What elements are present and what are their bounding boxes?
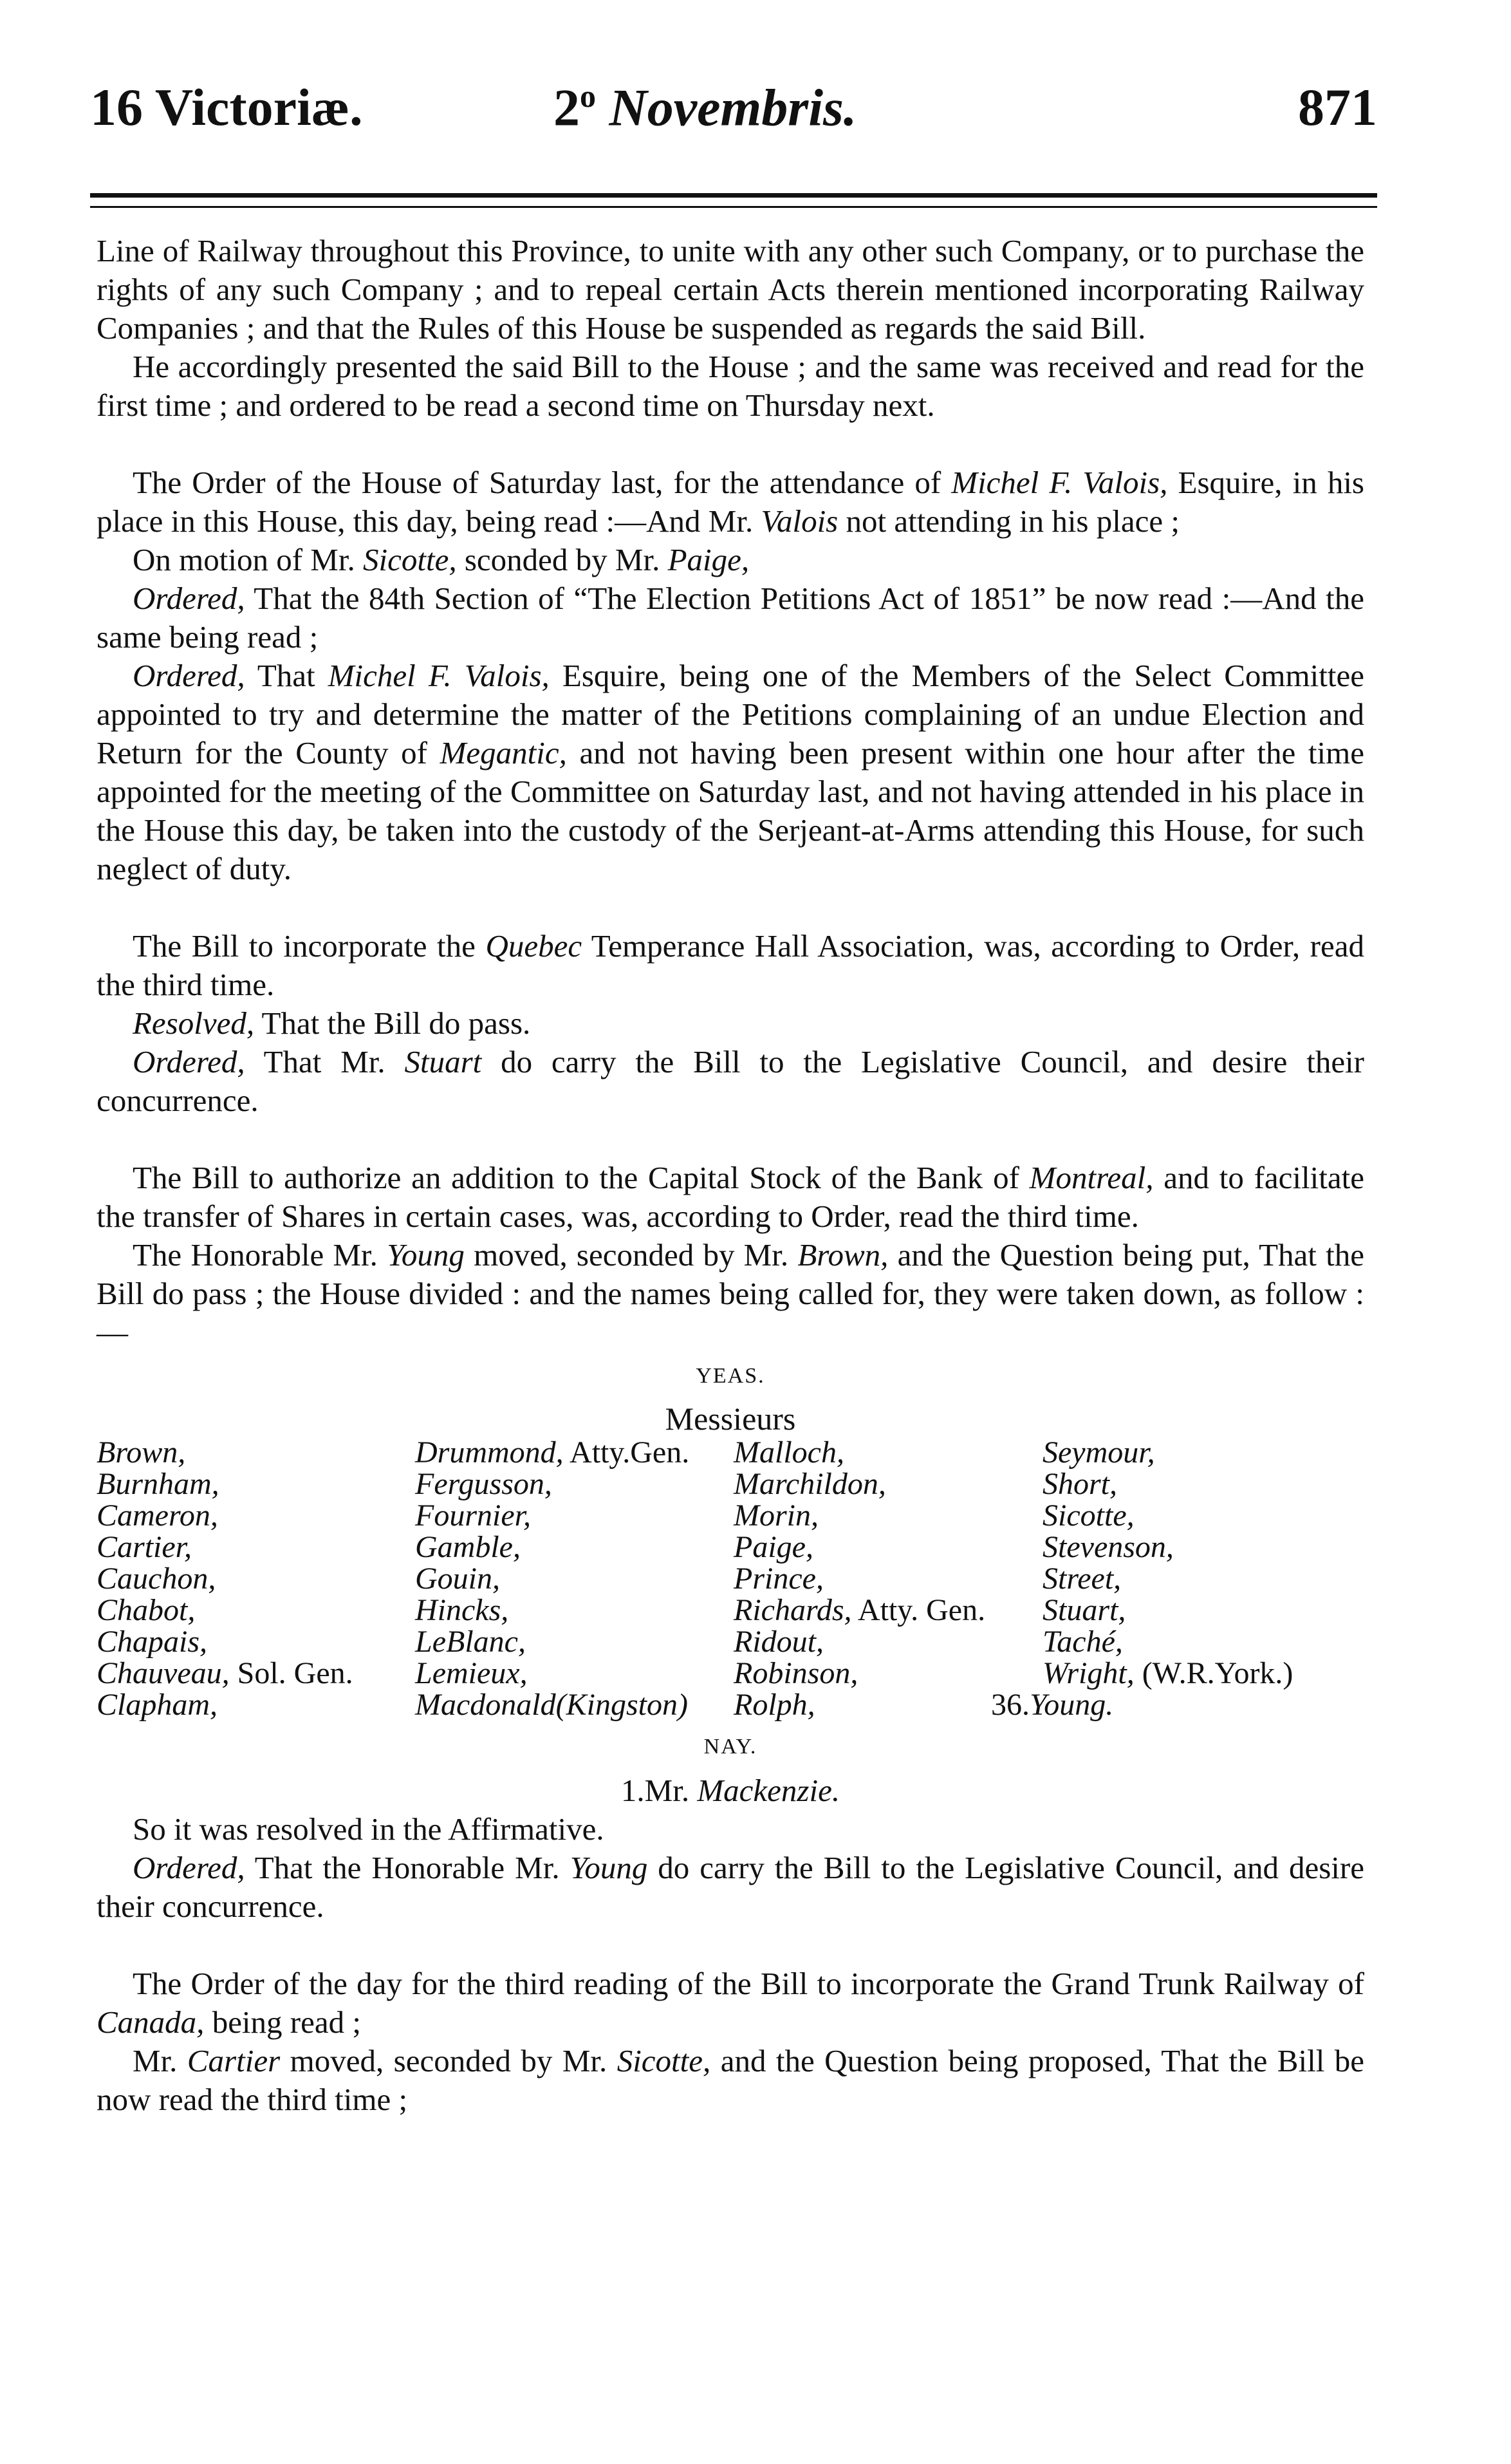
list-item (415, 1563, 689, 1594)
messieurs-heading: Messieurs (665, 1401, 796, 1437)
member-name: Short, (1043, 1467, 1118, 1501)
text: do carry the Bill to the Legislative Council, and desire their concurrence. (97, 1044, 1364, 1118)
list-item (1043, 1437, 1293, 1468)
list-item (734, 1531, 985, 1563)
paragraph (97, 1965, 1364, 2042)
text: Esquire, in his place in this House, this day, being read :—And Mr. (97, 465, 1364, 539)
text: That the 84th Section of “The Election Petitions Act of 1851” be now read :—And the same being read ; (97, 581, 1364, 655)
text: not attending in his place ; (838, 503, 1180, 539)
list-item (734, 1500, 985, 1531)
member-name: Cartier, (97, 1530, 192, 1564)
text: That (245, 658, 328, 693)
member-name: Young. (1030, 1688, 1114, 1722)
member-name: Sicotte, (1043, 1498, 1135, 1533)
page-number: 871 (1298, 78, 1377, 136)
list-item (734, 1594, 985, 1626)
text: and not having been present within one hour after the time appointed for the meeting of the Committee on Saturday last, and not having attended in his place in the House this day, be taken into the custody of the Serjeant-at-Arms attending this House, for such neglect of duty. (97, 735, 1364, 886)
title-suffix: (W.R.York.) (1134, 1656, 1293, 1690)
paragraph (97, 927, 1364, 1004)
member-name: Ridout, (734, 1625, 824, 1659)
list-item (97, 1594, 353, 1626)
member-name: Lemieux, (415, 1656, 528, 1690)
list-item (97, 1531, 353, 1563)
member-name: Robinson, (734, 1656, 858, 1690)
member-name: Paige, (667, 542, 750, 577)
member-name: Michel F. Valois, (328, 658, 550, 693)
member-name: Michel F. Valois, (951, 465, 1168, 500)
member-name: Wright, (1043, 1656, 1135, 1690)
date-month: Novembris. (609, 78, 857, 137)
text: The Bill to incorporate the (133, 928, 486, 964)
page-header (90, 77, 1377, 148)
text: moved, seconded by Mr. (464, 1237, 798, 1273)
paragraph (97, 1004, 1364, 1043)
member-name: Burnham, (97, 1467, 219, 1501)
list-item (97, 1689, 353, 1721)
list-item (1043, 1531, 1293, 1563)
date-heading (553, 77, 857, 138)
text: The Bill to authorize an addition to the Capital Stock of the Bank of (133, 1160, 1030, 1195)
list-item (991, 1689, 1293, 1721)
yeas-column-4 (991, 1435, 1293, 1722)
text: He accordingly presented the said Bill to the House ; and the same was received and read for the first time ; and ordered to be read a second time on Thursday next. (97, 349, 1364, 423)
member-name: Chapais, (97, 1625, 208, 1659)
member-name: Brown, (97, 1435, 186, 1470)
list-item (97, 1563, 353, 1594)
ordered-label: Ordered, (133, 1850, 245, 1885)
text: On motion of Mr. (133, 542, 363, 577)
member-name: Gouin, (415, 1562, 500, 1596)
member-name: Cartier (187, 2043, 281, 2078)
member-name: Sicotte, (616, 2043, 711, 2078)
list-item (1043, 1563, 1293, 1594)
list-item (415, 1657, 689, 1689)
list-item (97, 1626, 353, 1657)
title-suffix: Atty. Gen. (851, 1593, 986, 1627)
member-name: Young (387, 1237, 465, 1273)
member-name: Morin, (734, 1498, 819, 1533)
paragraph (97, 1810, 1364, 1849)
text: Line of Railway throughout this Province, to unite with any other such Company, or to purchase the rights of any such Company ; and to repeal certain Acts therein mentioned incorporating Railway Companies ; and that the Rules of this House be suspended as regards the said Bill. (97, 233, 1364, 346)
text: Mr. (133, 2043, 187, 2078)
list-item (415, 1531, 689, 1563)
member-name: Macdonald(Kingston) (415, 1688, 688, 1722)
paragraph (97, 541, 1364, 579)
text: Mr. (644, 1773, 698, 1808)
yeas-heading: YEAS. (696, 1364, 765, 1388)
paragraph (97, 1043, 1364, 1120)
text: moved, seconded by Mr. (280, 2043, 617, 2078)
member-name: Gamble, (415, 1530, 521, 1564)
member-name: Drummond, (415, 1435, 564, 1470)
nay-list (97, 1771, 1364, 1810)
text: Esquire, being one of the Members of the Select Committee appointed to try and determine the matter of the Petitions complaining of an undue Election and Return for the County of (97, 658, 1364, 770)
ordered-label: Ordered, (133, 658, 245, 693)
member-name: Sicotte, (362, 542, 457, 577)
member-name: Taché, (1043, 1625, 1123, 1659)
paragraph (97, 579, 1364, 657)
date-ordinal: o (580, 78, 596, 114)
member-name: Hincks, (415, 1593, 509, 1627)
list-item (1043, 1657, 1293, 1689)
list-item (734, 1626, 985, 1657)
member-name: Stuart, (1043, 1593, 1126, 1627)
text: So it was resolved in the Affirmative. (133, 1811, 604, 1847)
member-name: Malloch, (734, 1435, 844, 1470)
paragraph (97, 1849, 1364, 1926)
member-name: Young (570, 1850, 648, 1885)
list-item (734, 1468, 985, 1500)
member-name: Stevenson, (1043, 1530, 1174, 1564)
list-item (97, 1468, 353, 1500)
date-day: 2 (553, 78, 580, 137)
list-item (97, 1437, 353, 1468)
place-name: Canada, (97, 2004, 205, 2040)
member-name: Clapham, (97, 1688, 218, 1722)
place-name: Quebec (485, 928, 582, 964)
spacer (97, 425, 1364, 463)
yeas-column-2 (415, 1437, 689, 1721)
paragraph (97, 463, 1364, 541)
list-item (1043, 1468, 1293, 1500)
text: The Honorable Mr. (133, 1237, 387, 1273)
header-rule-thick (90, 193, 1377, 198)
journal-body (97, 232, 1364, 2119)
list-item (734, 1437, 985, 1468)
list-item (415, 1689, 689, 1721)
member-name: Seymour, (1043, 1435, 1155, 1470)
place-name: Montreal, (1029, 1160, 1154, 1195)
member-name: Mackenzie. (697, 1773, 840, 1808)
yeas-list (97, 1437, 1364, 1722)
nay-heading: NAY. (703, 1735, 757, 1759)
member-name: Cameron, (97, 1498, 218, 1533)
text: do carry the Bill to the Legislative Council, and desire their concurrence. (97, 1850, 1364, 1924)
ordered-label: Ordered, (133, 1044, 245, 1079)
ordered-label: Ordered, (133, 581, 245, 616)
member-name: Rolph, (734, 1688, 815, 1722)
member-name: LeBlanc, (415, 1625, 526, 1659)
list-item (415, 1468, 689, 1500)
list-item (1043, 1594, 1293, 1626)
list-item (734, 1689, 985, 1721)
member-name: Chabot, (97, 1593, 196, 1627)
paragraph (97, 1159, 1364, 1236)
member-name: Fergusson, (415, 1467, 552, 1501)
paragraph (97, 657, 1364, 888)
spacer (97, 1120, 1364, 1159)
count-prefix: 1. (620, 1773, 645, 1808)
text: That the Honorable Mr. (245, 1850, 570, 1885)
member-name: Stuart (404, 1044, 482, 1079)
list-item (1043, 1500, 1293, 1531)
text: sconded by Mr. (456, 542, 668, 577)
yeas-column-1 (97, 1437, 353, 1721)
member-name: Valois (761, 503, 839, 539)
title-suffix: Atty.Gen. (563, 1435, 690, 1470)
member-name: Marchildon, (734, 1467, 886, 1501)
member-name: Prince, (734, 1562, 824, 1596)
text: The Order of the day for the third reading of the Bill to incorporate the Grand Trunk Railway of (133, 1966, 1364, 2001)
count-prefix: 36. (991, 1688, 1030, 1722)
list-item (1043, 1626, 1293, 1657)
text: That Mr. (245, 1044, 405, 1079)
resolved-label: Resolved, (133, 1005, 255, 1041)
list-item (415, 1626, 689, 1657)
paragraph (97, 348, 1364, 425)
member-name: Street, (1043, 1562, 1122, 1596)
text: being read ; (204, 2004, 361, 2040)
member-name: Chauveau, (97, 1656, 230, 1690)
spacer (97, 888, 1364, 927)
list-item (97, 1500, 353, 1531)
title-suffix: Sol. Gen. (229, 1656, 353, 1690)
session-title: 16 Victoriæ. (90, 78, 363, 136)
yeas-column-3 (734, 1437, 985, 1721)
member-name: Cauchon, (97, 1562, 216, 1596)
text: That the Bill do pass. (254, 1005, 531, 1041)
text: and the Question being proposed, That the Bill be now read the third time ; (97, 2043, 1364, 2117)
text: Temperance Hall Association, was, according to Order, read the third time. (97, 928, 1364, 1002)
list-item (415, 1500, 689, 1531)
text: and to facilitate the transfer of Shares in certain cases, was, according to Order, read the third time. (97, 1160, 1364, 1234)
paragraph (97, 232, 1364, 348)
list-item (97, 1657, 353, 1689)
list-item (415, 1437, 689, 1468)
paragraph (97, 1236, 1364, 1352)
list-item (415, 1594, 689, 1626)
text: and the Question being put, That the Bill do pass ; the House divided : and the names being called for, they were taken down, as follow :— (97, 1237, 1365, 1350)
paragraph (97, 2042, 1364, 2119)
list-item (734, 1563, 985, 1594)
member-name: Fournier, (415, 1498, 531, 1533)
header-rule-thin (90, 206, 1377, 208)
member-name: Paige, (734, 1530, 813, 1564)
list-item (734, 1657, 985, 1689)
text: The Order of the House of Saturday last, for the attendance of (133, 465, 952, 500)
member-name: Richards, (734, 1593, 852, 1627)
spacer (97, 1926, 1364, 1965)
member-name: Brown, (797, 1237, 889, 1273)
county-name: Megantic, (440, 735, 567, 770)
